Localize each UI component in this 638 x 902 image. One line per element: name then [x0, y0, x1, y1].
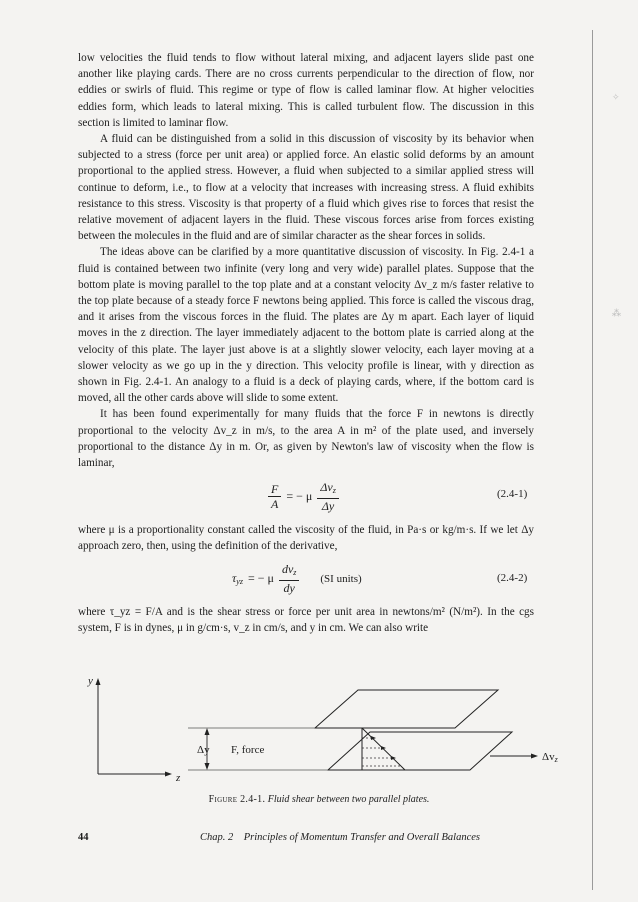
- scan-mark: ✧: [612, 92, 620, 102]
- text-section-top: [78, 50, 534, 471]
- paragraph-4: It has been found experimentally for many fluids that the force F in newtons is directly proportional to the velocity Δv_z in m/s, to the area A in m² of the plate used, and inversely proportional to the distance Δy in m. Or, as given by Newton's law of viscosity when the flow is laminar,: [78, 408, 534, 470]
- bottom-plate: [328, 732, 512, 770]
- page-number: 44: [78, 832, 89, 843]
- eq2-middle: = − μ: [247, 571, 274, 585]
- velocity-label: Δvz: [542, 751, 558, 764]
- paragraph-2: A fluid can be distinguished from a solid in this discussion of viscosity by its behavior when subjected to a stress (force per unit area) or applied force. An elastic solid deforms by an amount proportional to the applied stress. However, a fluid when subjected to a similar applied stress will continue to deform, i.e., to flow at a velocity that increases with increasing stress. A fluid exhibits resistance to this stress. Viscosity is that property of a fluid which gives rise to forces that resist the relative movement of adjacent layers in the fluid. These viscous forces arise from forces existing between the molecules in the fluid and are of similar character as the shear forces in solids.: [78, 133, 534, 243]
- eq1-middle: = − μ: [286, 489, 313, 503]
- equation-number-2: (2.4-2): [497, 572, 528, 584]
- delta-y-arrow-up: [205, 728, 210, 735]
- running-header: Chap. 2 Principles of Momentum Transfer and Overall Balances: [200, 832, 480, 843]
- top-plate: [315, 690, 498, 728]
- y-axis-arrow: [96, 678, 101, 685]
- text-section-middle: [78, 522, 534, 554]
- figure-parallel-plates: [0, 670, 638, 790]
- paragraph-6: where τ_yz = F/A and is the shear stress or force per unit area in newtons/m² (N/m²). In the cgs system, F is in dynes, μ in g/cm·s, v_z in cm/s, and y in cm. We can also write: [78, 606, 534, 635]
- delta-y-arrow-down: [205, 763, 210, 770]
- eq1-lhs-fraction: $\frac{F}{A}$: [268, 482, 281, 511]
- z-axis-label: z: [176, 772, 181, 784]
- z-axis-arrow: [165, 772, 172, 777]
- document-page: ✧ ⁂ low velocities the fluid tends to flow without lateral mixing, and adjacent layers slide past one another like playing cards. There are no cross currents perpendicular to the direction of flow, nor eddies or swirls of fluid. This regime or type of flow is called laminar flow. At higher velocities eddies form, which leads to lateral mixing. This is called turbulent flow. The discussion in this section is limited to laminar flow. A fluid can be distinguished from a solid in this discussion of viscosity by its behavior when subjected to a stress (force per unit area) or applied force. An elastic solid deforms by an amount proportional to the applied stress. However, a fluid when subjected to a similar applied stress will continue to deform, i.e., to flow at a velocity that increases with increasing stress. A fluid exhibits resistance to this stress. Viscosity is that property of a fluid which gives rise to forces that resist the relative movement of adjacent layers in the fluid. These viscous forces arise from forces existing between the molecules in the fluid and are of similar character as the shear forces in solids. The ideas above can be clarified by a more quantitative discussion of viscosity. In Fig. 2.4-1 a fluid is contained between two infinite (very long and very wide) parallel plates. Suppose that the bottom plate is moving parallel to the top plate and at a constant velocity Δv_z m/s faster relative to the top plate because of a steady force F newtons being applied. This force is called the viscous drag, and it arises from the viscous forces in the fluid. The plates are Δy m apart. Each layer of liquid moves in the z direction. The layer immediately adjacent to the bottom plate is carried along at the velocity of this plate. The layer just above is at a slightly slower velocity, each layer moving at a slower velocity as we go up in the y direction. This velocity profile is linear, with y direction as shown in Fig. 2.4-1. An analogy to a fluid is a deck of playing cards, where, if the bottom card is moved, all the other cards above will slide to some extent. It has been found experimentally for many fluids that the force F in newtons is directly proportional to the velocity Δv_z in m/s, to the area A in m² of the plate used, and inversely proportional to the distance Δy in m. Or, as given by Newton's law of viscosity when the flow is laminar, $\frac{F}{A}$ = − μ $\frac{\Delta v_z}{\Delta y}$ (2.4-1) where μ is a proportionality constant called the viscosity of the fluid, in Pa·s or kg/m·s. If we let Δy approach zero, then, using the definition of the derivative, $\tau_{yz}$ = − μ $\frac{dv_z}{dy}$ (SI units) (2.4-2) where τ_yz = F/A and is the shear stress or force per unit area in newtons/m² (N/m²). In the cgs system, F is in dynes, μ in g/cm·s, v_z in cm/s, and y in cm. We can also write y z Δy F, force Δvz Figure 2.4-1. Fluid shear between two parallel plates. 44 Chap. 2 Principles of Momentum Transfer and Overall Balances: [0, 0, 638, 902]
- figure-caption: [0, 794, 638, 805]
- equation-number-1: (2.4-1): [497, 488, 528, 500]
- figure-caption-text: Fluid shear between two parallel plates.: [267, 794, 430, 805]
- eq2-rhs-fraction: $\frac{dv_z}{dy}$: [279, 562, 299, 595]
- velocity-arrowhead: [531, 754, 538, 759]
- y-axis-label: y: [88, 675, 93, 687]
- eq2-units: (SI units): [320, 572, 362, 585]
- force-label: F, force: [231, 744, 265, 756]
- delta-y-label: Δy: [197, 744, 210, 756]
- eq1-rhs-fraction: $\frac{\Delta v_z}{\Delta y}$: [317, 480, 339, 513]
- paragraph-1: low velocities the fluid tends to flow without lateral mixing, and adjacent layers slide past one another like playing cards. There are no cross currents perpendicular to the direction of flow, nor eddies or swirls of fluid. This regime or type of flow is called laminar flow. At higher velocities eddies form, which leads to lateral mixing. This is called turbulent flow. The discussion in this section is limited to laminar flow.: [78, 52, 534, 129]
- scan-mark: ⁂: [612, 308, 621, 318]
- paragraph-5: where μ is a proportionality constant called the viscosity of the fluid, in Pa·s or kg/m·s. If we let Δy approach zero, then, using the definition of the derivative,: [78, 524, 534, 553]
- paragraph-3: The ideas above can be clarified by a more quantitative discussion of viscosity. In Fig. 2.4-1 a fluid is contained between two infinite (very long and very wide) parallel plates. Suppose that the bottom plate is moving parallel to the top plate and at a constant velocity Δv_z m/s faster relative to the top plate because of a steady force F newtons being applied. This force is called the viscous drag, and it arises from the viscous forces in the fluid. The plates are Δy m apart. Each layer of liquid moves in the z direction. The layer immediately adjacent to the bottom plate is carried along at the velocity of this plate. The layer just above is at a slightly slower velocity, each layer moving at a slower velocity as we go up in the y direction. This velocity profile is linear, with y direction as shown in Fig. 2.4-1. An analogy to a fluid is a deck of playing cards, where, if the bottom card is moved, all the other cards above will slide to some extent.: [78, 246, 534, 405]
- figure-caption-label: Figure 2.4-1.: [208, 794, 266, 805]
- text-section-bottom: [78, 604, 534, 636]
